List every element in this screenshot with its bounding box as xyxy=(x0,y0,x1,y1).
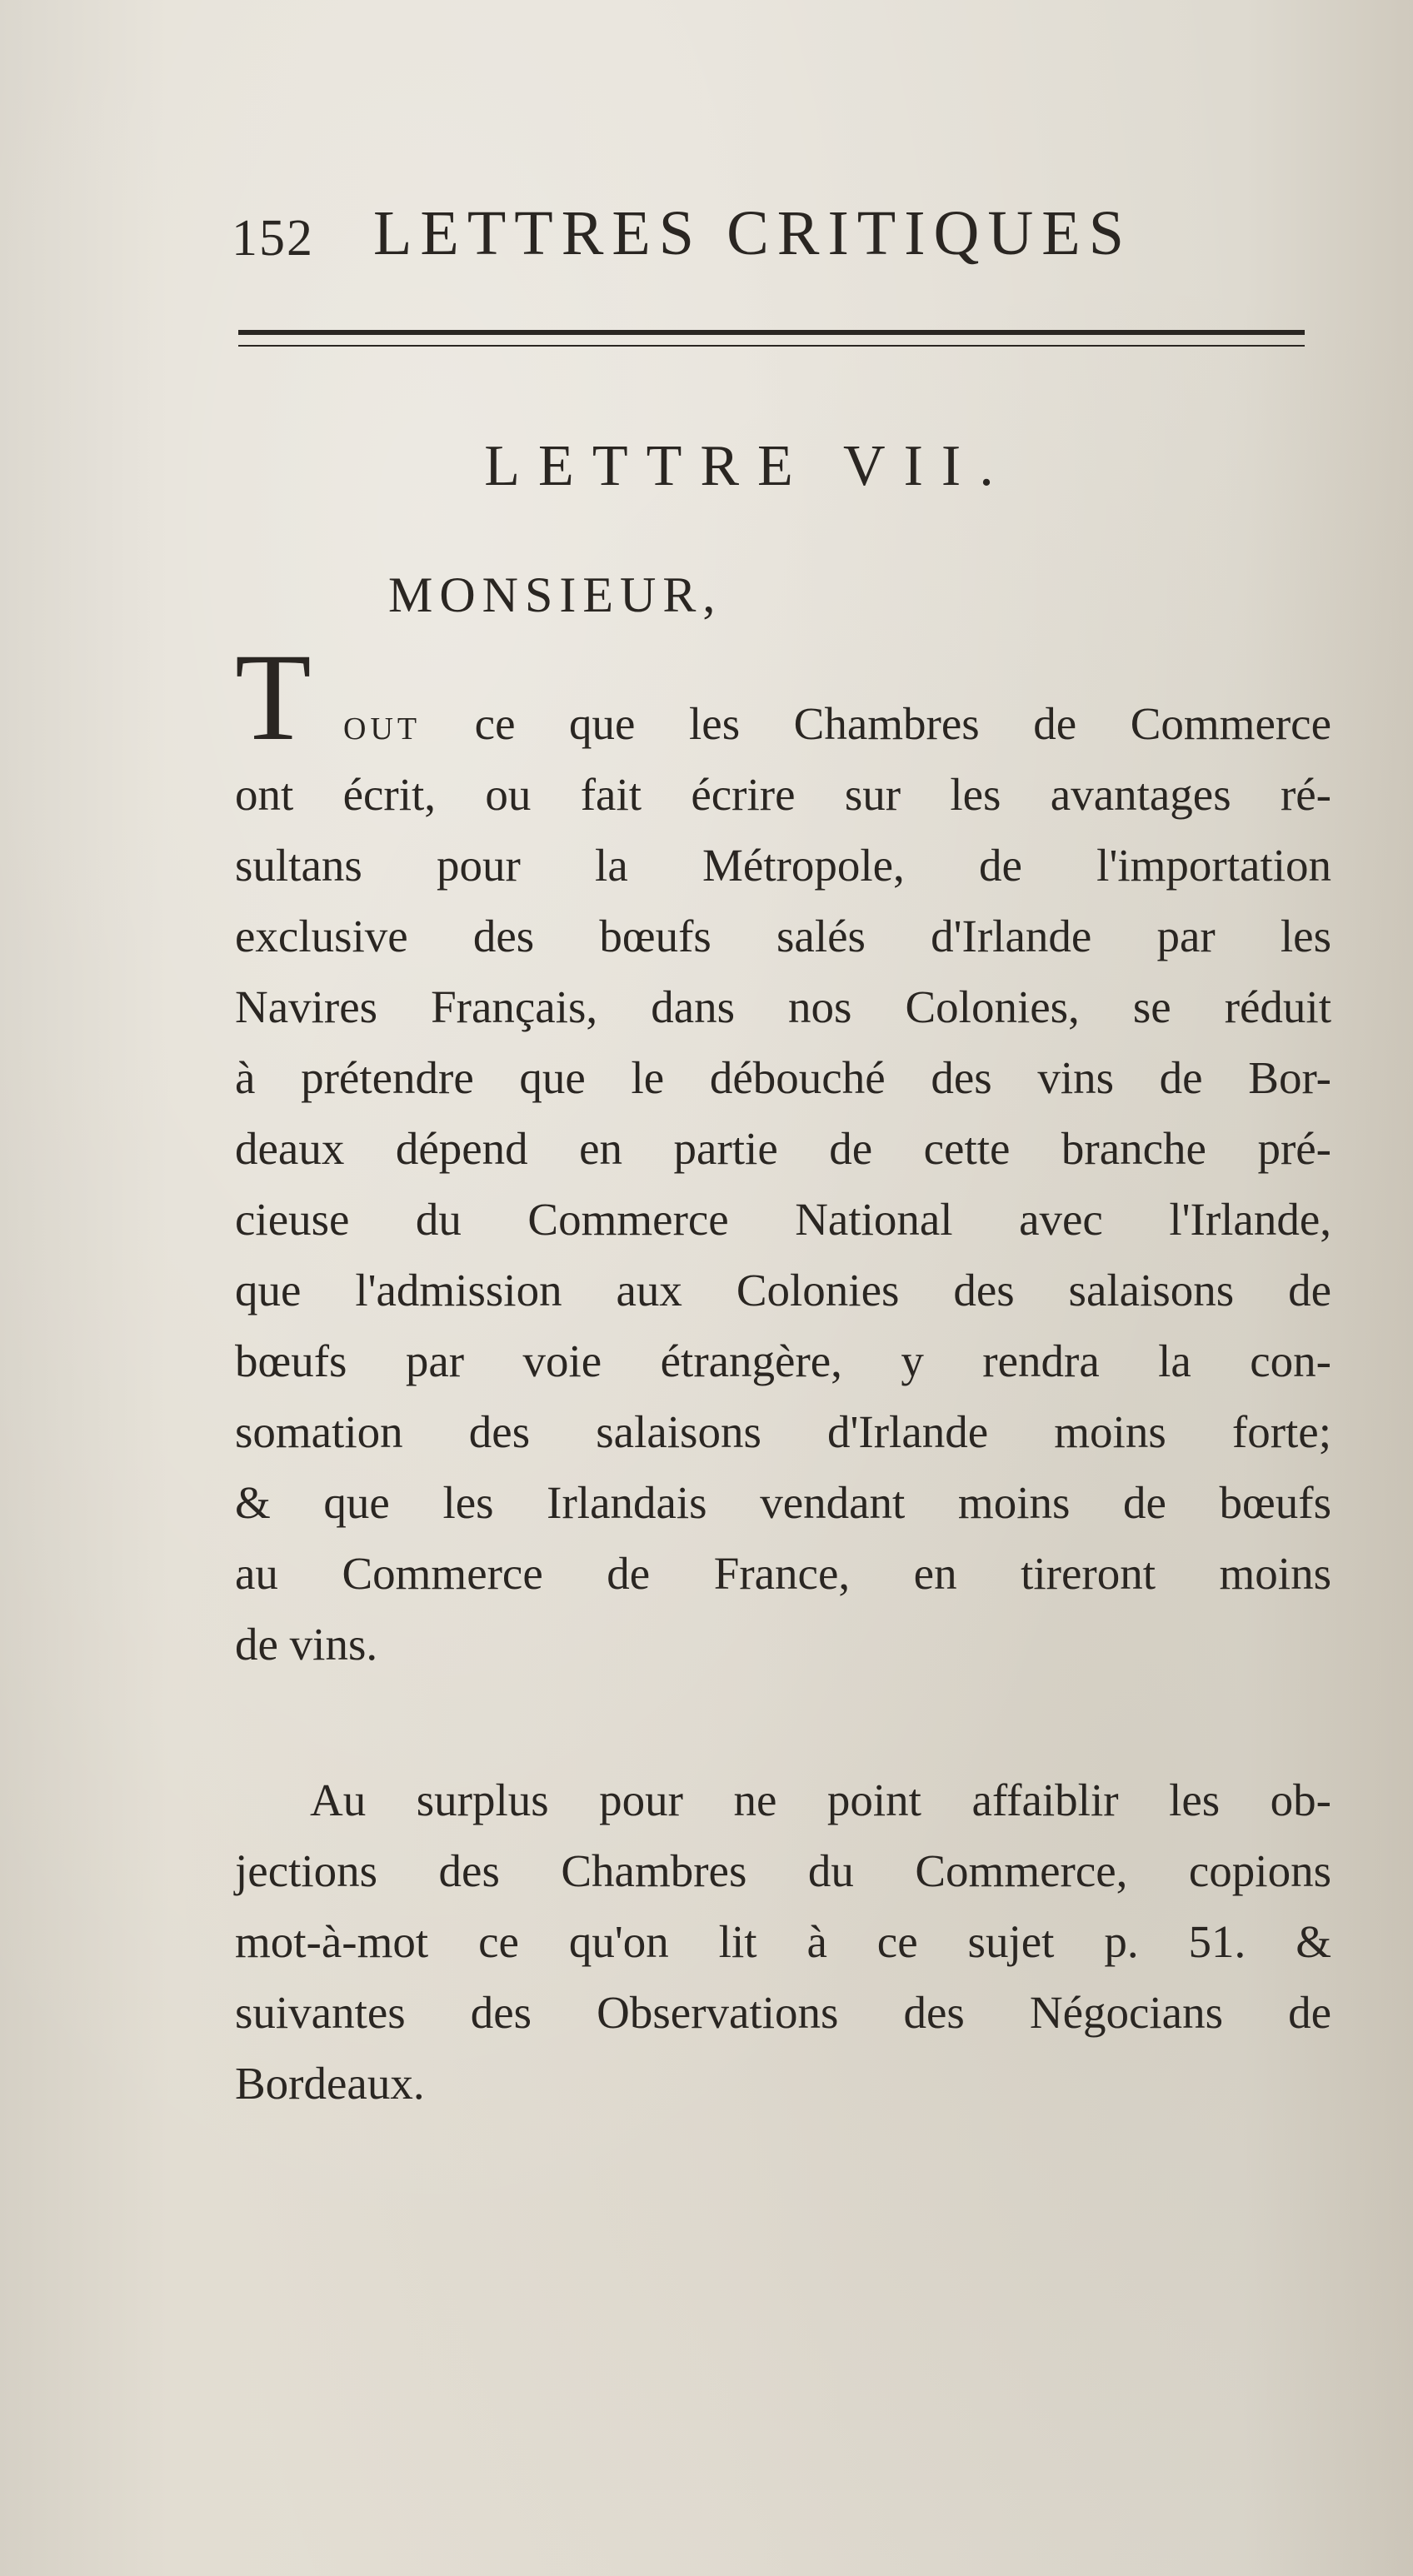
text-line: au Commerce de France, en tireront moins xyxy=(235,1548,1331,1599)
text-line: Navires Français, dans nos Colonies, se réduit xyxy=(235,981,1331,1032)
text-line: & que les Irlandais vendant moins de bœufs xyxy=(235,1477,1331,1528)
paragraph-1 xyxy=(235,688,1331,1680)
first-word-smallcaps: OUT xyxy=(343,711,422,746)
text-line: cieuse du Commerce National avec l'Irlande, xyxy=(235,1194,1331,1245)
text-line: suivantes des Observations des Négocians de xyxy=(235,1987,1331,2038)
text-line: jections des Chambres du Commerce, copions xyxy=(235,1845,1331,1896)
text-line: que l'admission aux Colonies des salaisons de xyxy=(235,1265,1331,1315)
text-line: somation des salaisons d'Irlande moins forte; xyxy=(235,1406,1331,1457)
running-head xyxy=(232,187,1315,271)
text-line: Bordeaux. xyxy=(235,2058,425,2109)
text-line: ont écrit, ou fait écrire sur les avantages ré- xyxy=(235,769,1331,820)
text-line: mot-à-mot ce qu'on lit à ce sujet p. 51. & xyxy=(235,1916,1331,1967)
text-line: de vins. xyxy=(235,1619,378,1670)
text-line: à prétendre que le débouché des vins de Bor- xyxy=(235,1052,1331,1103)
text-line: exclusive des bœufs salés d'Irlande par les xyxy=(235,911,1331,961)
salutation: MONSIEUR, xyxy=(388,567,722,622)
drop-cap: T xyxy=(235,628,312,766)
line-text: ce que les Chambres de Commerce xyxy=(474,698,1332,749)
text-line: deaux dépend en partie de cette branche pré- xyxy=(235,1123,1331,1174)
header-rule-thin xyxy=(238,345,1305,347)
paragraph-2 xyxy=(235,1765,1331,2119)
page-number: 152 xyxy=(232,210,314,267)
text-line: bœufs par voie étrangère, y rendra la con- xyxy=(235,1335,1331,1386)
running-head-title: LETTRES CRITIQUES xyxy=(373,198,1132,268)
text-line xyxy=(235,688,1331,759)
letter-title: LETTRE VII. xyxy=(484,434,1012,498)
text-line: Au surplus pour ne point affaiblir les ob- xyxy=(310,1775,1331,1825)
text-line: sultans pour la Métropole, de l'importation xyxy=(235,840,1331,891)
header-rule-thick xyxy=(238,330,1305,335)
